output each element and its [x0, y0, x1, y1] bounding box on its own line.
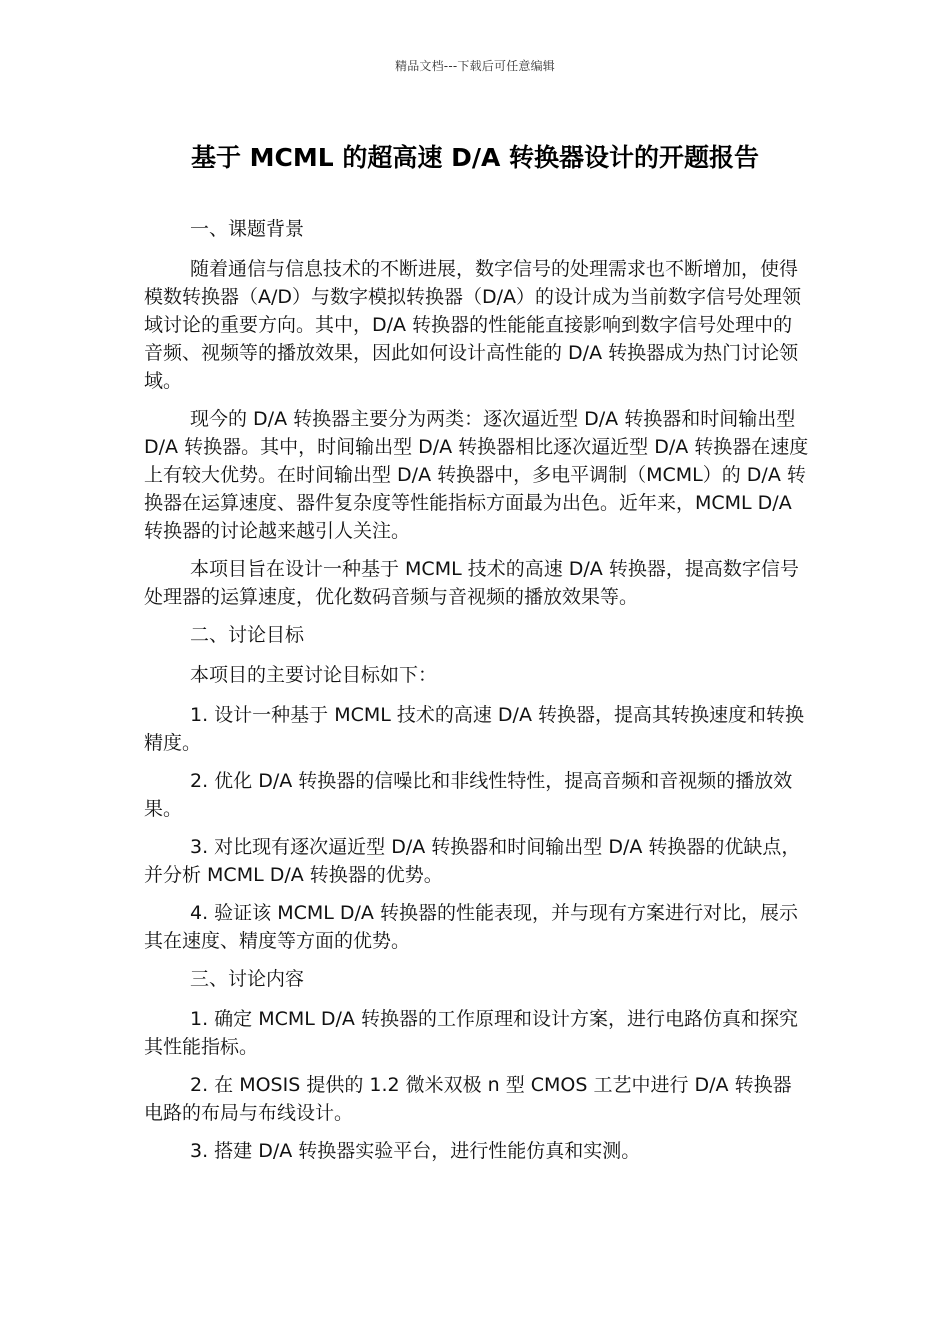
background-paragraph-3: 本项目旨在设计一种基于 MCML 技术的高速 D/A 转换器，提高数字信号处理器的运算速度，优化数码音频与音视频的播放效果等。	[144, 558, 799, 608]
document-body	[144, 215, 810, 1175]
section-heading-goals: 二、讨论目标	[190, 624, 305, 646]
content-item-2: 2. 在 MOSIS 提供的 1.2 微米双极 n 型 CMOS 工艺中进行 D/A 转换器电路的布局与布线设计。	[144, 1074, 792, 1124]
document-title: 基于 MCML 的超高速 D/A 转换器设计的开题报告	[190, 143, 760, 172]
goal-item-1: 1. 设计一种基于 MCML 技术的高速 D/A 转换器，提高其转换速度和转换精度。	[144, 704, 804, 754]
goal-item-2: 2. 优化 D/A 转换器的信噪比和非线性特性，提高音频和音视频的播放效果。	[144, 770, 793, 820]
goals-intro: 本项目的主要讨论目标如下：	[190, 664, 438, 686]
goal-item-4: 4. 验证该 MCML D/A 转换器的性能表现，并与现有方案进行对比，展示其在速度、精度等方面的优势。	[144, 902, 798, 952]
section-heading-background: 一、课题背景	[190, 218, 305, 240]
section-heading-content: 三、讨论内容	[190, 968, 305, 990]
header-note: 精品文档---下载后可任意编辑	[395, 59, 555, 73]
goal-item-3: 3. 对比现有逐次逼近型 D/A 转换器和时间输出型 D/A 转换器的优缺点，并分析 MCML D/A 转换器的优势。	[144, 836, 801, 886]
background-paragraph-1: 随着通信与信息技术的不断进展，数字信号的处理需求也不断增加，使得模数转换器（A/D）与数字模拟转换器（D/A）的设计成为当前数字信号处理领域讨论的重要方向。其中，D/A 转换器的性能能直接影响到数字信号处理中的音频、视频等的播放效果，因此如何设计高性能的 D/A 转换器成为热门讨论领域。	[144, 258, 802, 392]
content-item-1: 1. 确定 MCML D/A 转换器的工作原理和设计方案，进行电路仿真和探究其性能指标。	[144, 1008, 798, 1058]
background-paragraph-2: 现今的 D/A 转换器主要分为两类：逐次逼近型 D/A 转换器和时间输出型 D/A 转换器。其中，时间输出型 D/A 转换器相比逐次逼近型 D/A 转换器在速度上有较大优势。在时间输出型 D/A 转换器中，多电平调制（MCML）的 D/A 转换器在运算速度、器件复杂度等性能指标方面最为出色。近年来，MCML D/A 转换器的讨论越来越引人关注。	[144, 408, 809, 542]
content-item-3: 3. 搭建 D/A 转换器实验平台，进行性能仿真和实测。	[190, 1140, 641, 1162]
